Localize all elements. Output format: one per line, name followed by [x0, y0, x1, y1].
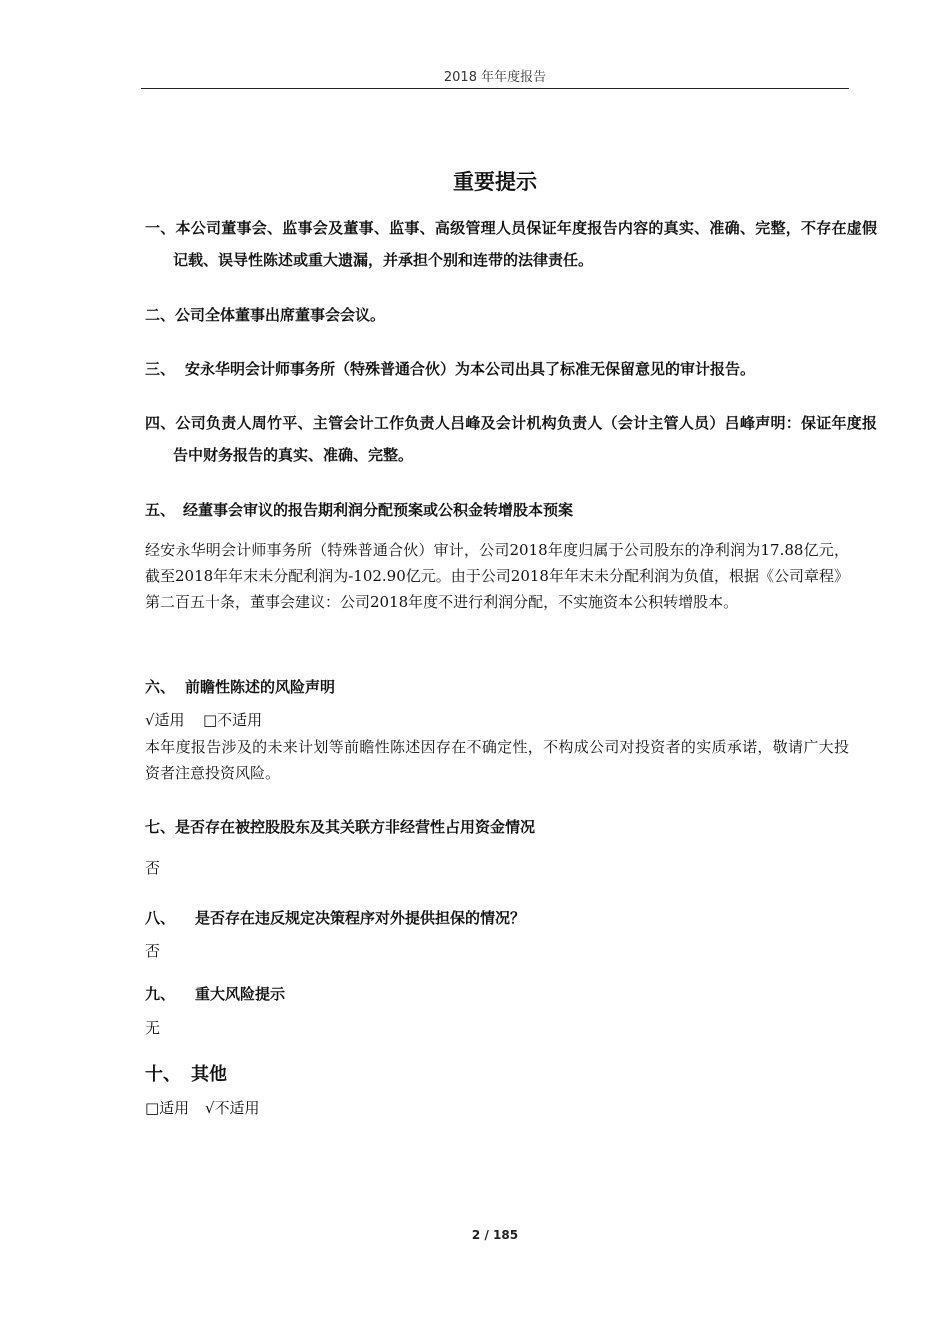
section-9-heading: [145, 978, 849, 1010]
section-5-text: 经董事会审议的报告期利润分配预案或公积金转增股本预案: [183, 501, 574, 519]
section-8-heading: [145, 902, 849, 934]
section-9-number: 九、: [145, 985, 176, 1003]
section-6-body: 本年度报告涉及的未来计划等前瞻性陈述因存在不确定性，不构成公司对投资者的实质承诺，敬请广大投资者注意投资风险。: [145, 738, 849, 782]
section-10-heading: [145, 1060, 849, 1086]
section-2-number: 二、: [145, 306, 176, 324]
section-1: [145, 212, 877, 276]
section-9-answer: 无: [145, 1019, 161, 1037]
section-5-body: 经安永华明会计师事务所（特殊普通合伙）审计，公司2018年度归属于公司股东的净利润为17.88亿元，截至2018年年末未分配利润为-102.90亿元。由于公司2018年年末未分配利润为负值，根据《公司章程》第二百五十条，董事会建议：公司2018年度不进行利润分配，不实施资本公积转增股本。: [145, 541, 849, 611]
section-4-text: 公司负责人周竹平、主管会计工作负责人吕峰及会计机构负责人（会计主管人员）吕峰声明：保证年度报告中财务报告的真实、准确、完整。: [173, 414, 877, 464]
section-6-heading: [145, 671, 849, 703]
section-6-options: [145, 709, 849, 730]
section-10-text: 其他: [191, 1064, 227, 1085]
section-6-option-applicable: √适用: [145, 711, 185, 729]
section-6-number: 六、: [145, 678, 176, 696]
section-3-text: 安永华明会计师事务所（特殊普通合伙）为本公司出具了标准无保留意见的审计报告。: [185, 360, 756, 378]
section-6-option-not-applicable: □不适用: [203, 711, 263, 729]
section-7-text: 是否存在被控股股东及其关联方非经营性占用资金情况: [175, 818, 536, 836]
section-2: [145, 299, 849, 331]
section-10-options: [145, 1097, 849, 1118]
section-4: [145, 407, 877, 471]
section-7-number: 七、: [145, 818, 176, 836]
section-6-text: 前瞻性陈述的风险声明: [185, 678, 336, 696]
section-2-text: 公司全体董事出席董事会会议。: [175, 306, 386, 324]
section-7-heading: [145, 811, 849, 843]
section-10-option-not-applicable: √不适用: [205, 1099, 260, 1117]
section-7-answer: 否: [145, 859, 161, 877]
section-3: [145, 353, 849, 385]
running-header: 2018 年年度报告: [443, 70, 547, 85]
section-9-text: 重大风险提示: [195, 985, 286, 1003]
section-1-number: 一、: [145, 219, 176, 237]
page-number: 2 / 185: [471, 1228, 519, 1242]
section-5-number: 五、: [145, 501, 176, 519]
page-title: 重要提示: [453, 170, 537, 194]
section-10-option-applicable: □适用: [145, 1099, 190, 1117]
header-divider: [141, 88, 849, 89]
section-8-answer: 否: [145, 942, 161, 960]
section-4-number: 四、: [145, 414, 176, 432]
section-8-text: 是否存在违反规定决策程序对外提供担保的情况？: [195, 909, 526, 927]
section-1-text: 本公司董事会、监事会及董事、监事、高级管理人员保证年度报告内容的真实、准确、完整，不存在虚假记载、误导性陈述或重大遗漏，并承担个别和连带的法律责任。: [173, 219, 877, 269]
section-8-number: 八、: [145, 909, 176, 927]
section-3-number: 三、: [145, 360, 176, 378]
section-5-heading: [145, 494, 849, 526]
section-10-number: 十、: [145, 1064, 181, 1085]
